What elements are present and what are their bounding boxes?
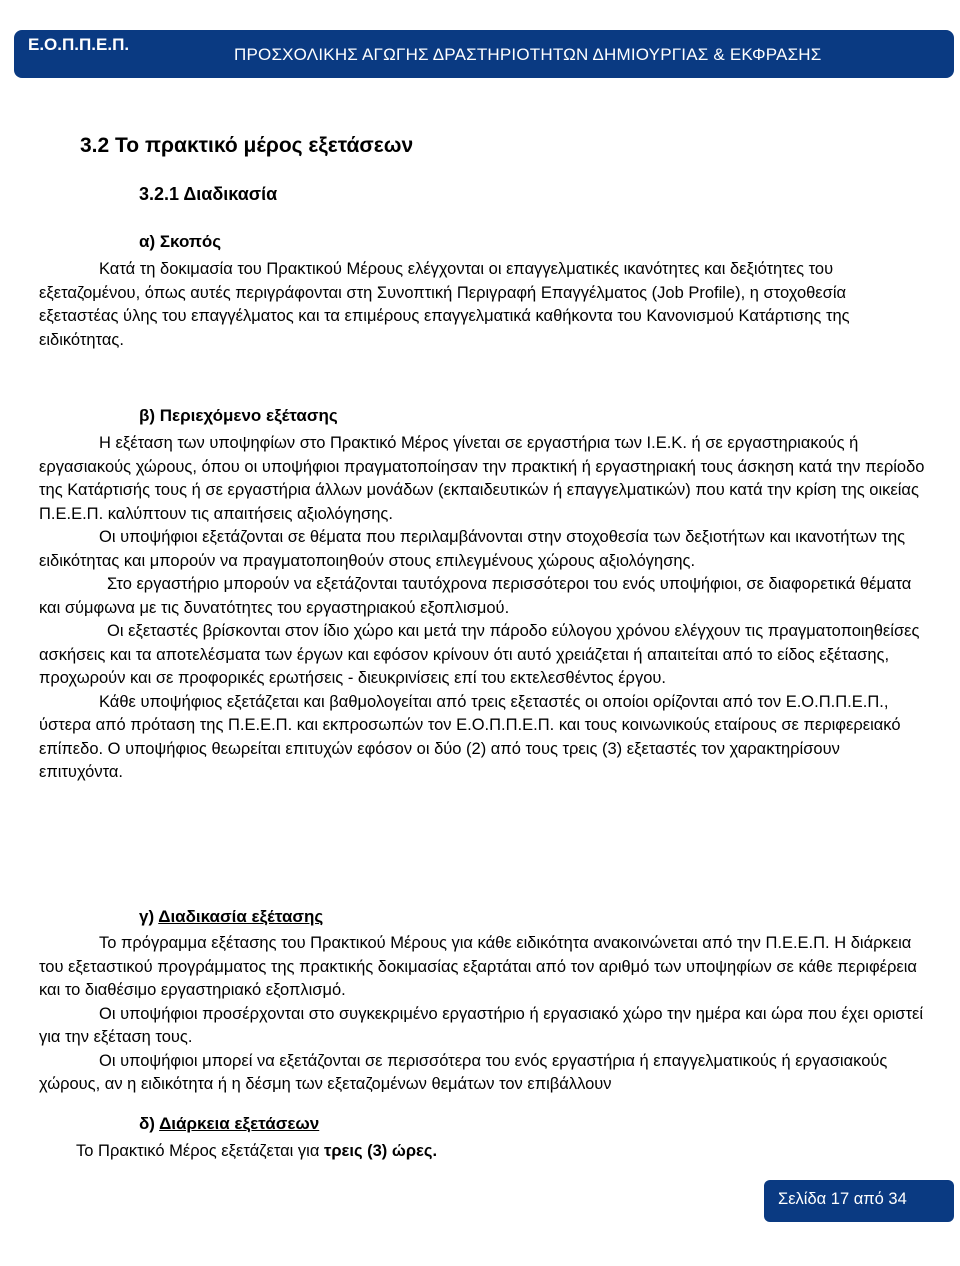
section-title: 3.2 Το πρακτικό μέρος εξετάσεων	[80, 134, 414, 157]
header-title: ΠΡΟΣΧΟΛΙΚΗΣ ΑΓΩΓΗΣ ΔΡΑΣΤΗΡΙΟΤΗΤΩΝ ΔΗΜΙΟΥΡΓΙΑΣ & ΕΚΦΡΑΣΗΣ	[234, 45, 822, 64]
duration-value: τρεις (3) ώρες.	[323, 1142, 438, 1160]
procedure-paragraph: Το πρόγραμμα εξέτασης του Πρακτικού Μέρους για κάθε ειδικότητα ανακοινώνεται από την Π.Ε.Ε.Π. Η διάρκεια του εξεταστικού προγράμματος της πρακτικής δοκιμασίας εξαρτάται από τον αριθμό των υποψηφίων σε κάθε περιφέρεια και το διαθέσιμο εργαστηριακό εξοπλισμό.	[39, 934, 917, 999]
purpose-paragraph	[39, 258, 927, 352]
procedure-heading	[139, 905, 323, 929]
content-body	[39, 432, 927, 785]
procedure-heading-prefix: γ)	[139, 907, 159, 926]
duration-text-prefix: Το Πρακτικό Μέρος εξετάζεται για	[76, 1142, 324, 1160]
content-paragraph: Κάθε υποψήφιος εξετάζεται και βαθμολογείται από τρεις εξεταστές οι οποίοι ορίζονται από τον Ε.Ο.Π.Π.Ε.Π., ύστερα από πρόταση της Π.Ε.Ε.Π. και εκπροσωπών τον Ε.Ο.Π.Π.Ε.Π. και τους κοινωνικούς εταίρους σε περιφερειακό επίπεδο. Ο υποψήφιος θεωρείται επιτυχών εφόσον οι δύο (2) από τους τρεις (3) εξεταστές τον χαρακτηρίσουν επιτυχόντα.	[39, 692, 901, 781]
procedure-body	[39, 932, 927, 1097]
content-paragraph: Οι υποψήφιοι εξετάζονται σε θέματα που περιλαμβάνονται στην στοχοθεσία των δεξιοτήτων και ικανοτήτων της ειδικότητας και μπορούν να πραγματοποιηθούν στους επιλεγμένους χώρους αξιολόγησης.	[39, 528, 906, 570]
page-number: Σελίδα 17 από 34	[778, 1190, 907, 1208]
content-paragraph: Η εξέταση των υποψηφίων στο Πρακτικό Μέρος γίνεται σε εργαστήρια των Ι.Ε.Κ. ή σε εργαστηριακούς ή εργασιακούς χώρους, όπου οι υποψήφιοι πραγματοποίησαν την πρακτική ή εργαστηριακή τους άσκηση κατά την περίοδο της Κατάρτισής τους ή σε εργαστήρια άλλων μονάδων (εκπαιδευτικών ή επαγγελματικών) που κατά την κρίση της οικείας Π.Ε.Ε.Π. καλύπτουν τις απαιτήσεις αξιολόγησης.	[39, 434, 925, 523]
procedure-paragraph: Οι υποψήφιοι προσέρχονται στο συγκεκριμένο εργαστήριο ή εργασιακό χώρο την ημέρα και ώρα που έχει οριστεί για την εξέταση τους.	[39, 1004, 923, 1046]
duration-text	[76, 1140, 960, 1164]
content-paragraph: Στο εργαστήριο μπορούν να εξετάζονται ταυτόχρονα περισσότεροι του ενός υποψήφιοι, σε διαφορετικά θέματα και σύμφωνα με τις δυνατότητες του εργαστηριακού εξοπλισμού.	[39, 575, 912, 617]
content-heading: β) Περιεχόμενο εξέτασης	[139, 406, 338, 425]
purpose-text: Κατά τη δοκιμασία του Πρακτικού Μέρους ελέγχονται οι επαγγελματικές ικανότητες και δεξιότητες του εξεταζομένου, όπως αυτές περιγράφονται στη Συνοπτική Περιγραφή Επαγγέλματος (Job Profile), η στοχοθεσία εξεταστέας ύλης του επαγγέλματος και τα επιμέρους επαγγελματικά καθήκοντα του Κανονισμού Κατάρτισης της ειδικότητας.	[39, 260, 850, 349]
content-paragraph: Οι εξεταστές βρίσκονται στον ίδιο χώρο και μετά την πάροδο εύλογου χρόνου ελέγχουν τις πραγματοποιηθείσες ασκήσεις και τα αποτελέσματα των έργων και εφόσον κρίνουν ότι αυτό χρειάζεται ή απαιτείται από το είδος εξέτασης, προχωρούν και σε προφορικές ερωτήσεις - διευκρινίσεις επί του εκτελεσθέντος έργου.	[39, 622, 920, 687]
duration-heading	[139, 1112, 319, 1136]
procedure-paragraph: Οι υποψήφιοι μπορεί να εξετάζονται σε περισσότερα του ενός εργαστήρια ή επαγγελματικούς ή εργασιακούς χώρους, αν η ειδικότητα ή η δέσμη των εξεταζομένων θεμάτων τον επιβάλλουν	[39, 1051, 888, 1093]
purpose-heading: α) Σκοπός	[139, 232, 222, 251]
procedure-heading-main: Διαδικασία εξέτασης	[158, 907, 324, 926]
duration-heading-main: Διάρκεια εξετάσεων	[159, 1114, 320, 1133]
duration-body	[76, 1140, 960, 1164]
header-org-label: Ε.Ο.Π.Π.Ε.Π.	[28, 35, 130, 54]
duration-heading-prefix: δ)	[139, 1114, 160, 1133]
subsection-title: 3.2.1 Διαδικασία	[139, 184, 278, 204]
